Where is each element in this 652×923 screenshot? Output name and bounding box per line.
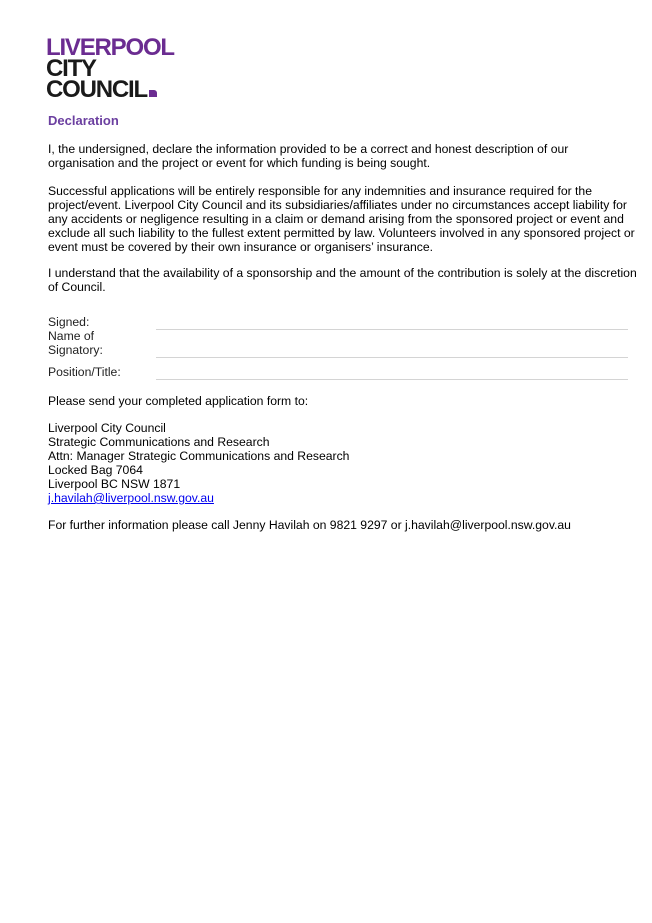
logo-line-liverpool: LIVERPOOL: [46, 34, 174, 61]
address-line: Liverpool BC NSW 1871: [48, 477, 181, 491]
position-title-line[interactable]: [156, 379, 628, 380]
declaration-heading: Declaration: [48, 113, 119, 128]
logo-line-council: [46, 76, 174, 103]
logo-council-text: COUNCIL: [46, 76, 147, 103]
name-of-signatory-line[interactable]: [156, 357, 628, 358]
send-instructions: Please send your completed application form to:: [48, 394, 309, 408]
further-information: For further information please call Jenny Havilah on 9821 9297 or j.havilah@liverpool.nsw.gov.au: [48, 518, 571, 532]
liverpool-city-council-logo: [46, 34, 174, 103]
address-line: Locked Bag 7064: [48, 463, 143, 477]
address-line: Liverpool City Council: [48, 421, 166, 435]
declaration-paragraph-3: I understand that the availability of a sponsorship and the amount of the contribution is solely at the discretion of Council.: [48, 266, 637, 294]
declaration-paragraph-1: I, the undersigned, declare the information provided to be a correct and honest description of our organisation and the project or event for which funding is being sought.: [48, 142, 569, 170]
email-link[interactable]: j.havilah@liverpool.nsw.gov.au: [48, 491, 214, 505]
signed-line[interactable]: [156, 329, 628, 330]
mailing-address: [48, 421, 349, 505]
address-line: Attn: Manager Strategic Communications and Research: [48, 449, 350, 463]
address-line: Strategic Communications and Research: [48, 435, 270, 449]
logo-mark-icon: [149, 90, 157, 97]
logo-line-city: CITY: [46, 55, 96, 82]
name-of-signatory-label: Name of Signatory:: [48, 329, 103, 357]
declaration-paragraph-2: Successful applications will be entirely responsible for any indemnities and insurance required for the project/event. Liverpool City Council and its subsidiaries/affiliates under no circumstances accept liability for any accidents or negligence resulting in a claim or demand arising from the sponsored project or event and exclude all such liability to the fullest extent permitted by law. Volunteers involved in any sponsored project or event must be covered by their own insurance or organisers’ insurance.: [48, 184, 635, 254]
position-title-label: Position/Title:: [48, 365, 121, 379]
signed-label: Signed:: [48, 315, 90, 329]
